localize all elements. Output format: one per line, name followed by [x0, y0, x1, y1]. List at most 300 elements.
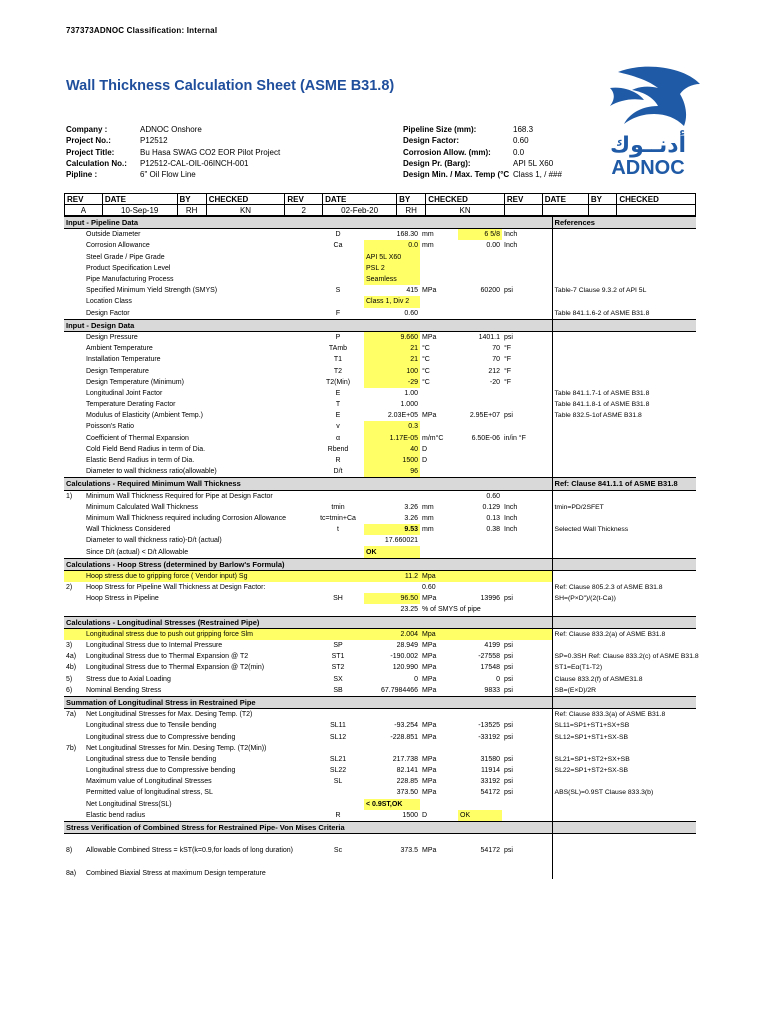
row-number: 4b): [66, 664, 77, 672]
table-row: [64, 810, 696, 822]
row-value-imperial: 70: [492, 345, 500, 353]
row-value-imperial: [458, 546, 502, 558]
row-reference: ST1=Eα(T1-T2): [552, 662, 696, 673]
row-unit: mm: [422, 231, 434, 239]
row-description: Poisson's Ratio: [86, 423, 135, 431]
row-value: 1.000: [400, 401, 418, 409]
table-row: [64, 640, 696, 651]
table-row: [64, 535, 696, 546]
row-description: Elastic bend radius: [86, 811, 146, 819]
table-row: [64, 582, 696, 593]
table-row: [64, 377, 696, 388]
row-reference: [552, 240, 696, 251]
row-number: [64, 331, 84, 343]
row-value-imperial: 9833: [484, 686, 500, 694]
row-unit: [420, 296, 458, 307]
revision-cell: [542, 205, 588, 216]
header-field: [403, 169, 562, 180]
row-value-imperial: -27558: [478, 653, 500, 661]
row-value-imperial: 60200: [480, 287, 500, 295]
row-description: Stress due to Axial Loading: [86, 675, 171, 683]
table-row: [64, 331, 696, 343]
table-row: [64, 388, 696, 399]
section-reference: [552, 821, 696, 833]
row-reference: [552, 857, 696, 868]
table-row: [64, 834, 696, 846]
row-unit-imperial: psi: [504, 722, 513, 730]
row-symbol: [312, 252, 364, 263]
section-header-row: [64, 319, 696, 331]
row-symbol: [312, 570, 364, 582]
row-symbol: SL11: [330, 722, 346, 730]
revision-cell: KN: [206, 205, 285, 216]
row-description: Design Factor: [86, 309, 130, 317]
row-value-imperial: [458, 799, 502, 810]
row-description: Net Longitudinal Stresses for Max. Desing Temp. (T2): [86, 711, 253, 719]
row-unit-imperial: psi: [504, 778, 513, 786]
row-reference: SL22=SP1+ST2+SX-SB: [552, 765, 696, 776]
section-header-row: [64, 478, 696, 490]
row-value-imperial: 0: [496, 675, 500, 683]
row-unit: mm: [422, 514, 434, 522]
row-unit-imperial: Inch: [504, 503, 518, 511]
table-row: [64, 524, 696, 535]
header-field: [403, 158, 562, 169]
table-row: [64, 720, 696, 731]
section-title: Stress Verification of Combined Stress for Restrained Pipe- Von Mises Criteria: [64, 821, 552, 833]
row-unit: [420, 388, 458, 399]
header-field-label: Project No.:: [66, 136, 111, 146]
section-header-row: [64, 696, 696, 708]
row-reference: [552, 421, 696, 432]
row-unit: MPa: [422, 642, 437, 650]
row-value: 415: [406, 287, 418, 295]
table-row: [64, 399, 696, 410]
row-number: [64, 754, 84, 765]
row-reference: [552, 776, 696, 787]
row-reference: SL11=SP1+ST1+SX+SB: [552, 720, 696, 731]
row-value: -190.002: [390, 653, 418, 661]
section-title: Calculations - Hoop Stress (determined by Barlow's Formula): [64, 558, 552, 570]
row-number: [64, 765, 84, 776]
row-reference: [552, 810, 696, 822]
table-row: [64, 343, 696, 354]
row-description: Steel Grade / Pipe Grade: [86, 253, 165, 261]
row-reference: [552, 263, 696, 274]
revision-header: DATE: [542, 194, 588, 205]
row-value: 120.990: [392, 664, 418, 672]
row-value: -228.851: [390, 733, 418, 741]
revision-cell: [617, 205, 696, 216]
header-field: [66, 169, 280, 180]
row-symbol: [312, 604, 364, 616]
row-value: 228.85: [396, 778, 418, 786]
row-value: [364, 743, 420, 754]
table-row: [64, 513, 696, 524]
row-value-imperial: 33192: [480, 778, 500, 786]
row-unit: MPa: [422, 412, 437, 420]
row-unit: [420, 834, 458, 846]
table-row: [64, 296, 696, 307]
section-header-row: [64, 217, 696, 229]
revision-table: [64, 193, 696, 216]
row-description: Longitudinal stress due to Compressive bending: [86, 733, 236, 741]
row-unit: [420, 546, 458, 558]
row-description: Modulus of Elasticity (Ambient Temp.): [86, 412, 203, 420]
row-unit-imperial: [502, 444, 552, 455]
row-number: [64, 546, 84, 558]
row-value: 28.949: [396, 642, 418, 650]
section-title: Input - Design Data: [64, 319, 552, 331]
row-unit: MPa: [422, 789, 437, 797]
row-unit-imperial: [502, 799, 552, 810]
row-unit-imperial: psi: [504, 653, 513, 661]
row-value-imperial: 0.38: [486, 526, 500, 534]
row-symbol: ST2: [331, 664, 345, 672]
row-value-imperial: 13996: [480, 595, 500, 603]
row-unit-imperial: psi: [504, 755, 513, 763]
row-number: 6): [66, 686, 73, 694]
header-field-value: P12512: [140, 136, 168, 146]
row-unit: [420, 399, 458, 410]
row-value: 0.60: [404, 309, 418, 317]
table-row: [64, 444, 696, 455]
revision-header: CHECKED: [617, 194, 696, 205]
row-unit: [420, 252, 458, 263]
row-description: [84, 834, 312, 846]
row-unit-imperial: [502, 388, 552, 399]
row-unit: MPa: [422, 722, 437, 730]
row-value: 67.7984466: [381, 686, 418, 694]
row-reference: [552, 743, 696, 754]
row-number: [64, 343, 84, 354]
row-value: -93.254: [394, 722, 418, 730]
row-value-imperial: [458, 421, 502, 432]
row-value: < 0.9ST,OK: [364, 799, 420, 810]
row-value: [364, 709, 420, 721]
row-reference: [552, 444, 696, 455]
row-description: Product Specification Level: [86, 264, 171, 272]
row-description: Diameter to wall thickness ratio(allowable): [86, 468, 217, 476]
revision-header: CHECKED: [206, 194, 285, 205]
row-value: Seamless: [364, 274, 420, 285]
row-reference: Table 841.1.8-1 of ASME B31.8: [552, 399, 696, 410]
table-row: [64, 868, 696, 879]
table-row: [64, 743, 696, 754]
row-symbol: S: [335, 287, 341, 295]
row-value: [364, 834, 420, 846]
row-number: [64, 263, 84, 274]
row-unit: 0.60: [422, 584, 436, 592]
revision-header: BY: [397, 194, 426, 205]
row-unit-imperial: Inch: [504, 231, 518, 239]
revision-header: REV: [285, 194, 323, 205]
row-unit-imperial: [502, 535, 552, 546]
table-row: [64, 274, 696, 285]
header-field: [403, 135, 562, 146]
revision-cell: 2: [285, 205, 323, 216]
row-number: 7a): [66, 711, 77, 719]
row-description: Design Temperature (Minimum): [86, 378, 184, 386]
row-unit-imperial: °F: [504, 356, 512, 364]
row-description: Outside Diameter: [86, 231, 141, 239]
row-unit: [420, 490, 458, 502]
row-number: 3): [66, 642, 73, 650]
row-unit: [420, 466, 458, 478]
row-value-imperial: [458, 628, 502, 640]
revision-header: DATE: [102, 194, 177, 205]
row-description: Hoop Stress in Pipeline: [86, 595, 159, 603]
row-reference: [552, 604, 696, 616]
row-number: [64, 274, 84, 285]
header-field-value: 6" Oil Flow Line: [140, 170, 196, 180]
row-symbol: [312, 582, 364, 593]
row-symbol: T: [335, 401, 341, 409]
row-symbol: T1: [333, 356, 343, 364]
row-value: 1.00: [404, 389, 418, 397]
row-reference: [552, 252, 696, 263]
header-field-label: Corrosion Allow. (mm):: [403, 147, 491, 157]
row-unit: MPa: [422, 847, 437, 855]
row-unit: MPa: [422, 686, 437, 694]
row-value: [364, 868, 420, 879]
row-description: Temperature Derating Factor: [86, 401, 176, 409]
row-unit: MPa: [422, 287, 437, 295]
table-row: [64, 857, 696, 868]
table-row: [64, 674, 696, 685]
row-value: 1.17E-05: [364, 433, 420, 444]
row-unit: [420, 263, 458, 274]
section-reference: Ref: Clause 841.1.1 of ASME B31.8: [552, 478, 696, 490]
revision-cell: 02-Feb-20: [323, 205, 397, 216]
row-value-imperial: 212: [488, 367, 500, 375]
row-number: [64, 593, 84, 604]
row-description: Since D/t (actual) < D/t Allowable: [86, 548, 189, 556]
row-number: 7b): [66, 744, 77, 752]
row-unit-imperial: [502, 274, 552, 285]
row-unit: °C: [422, 378, 430, 386]
header-field-label: Design Factor:: [403, 136, 460, 146]
table-row: [64, 787, 696, 798]
table-row: [64, 546, 696, 558]
row-description: Cold Field Bend Radius in term of Dia.: [86, 445, 206, 453]
row-unit-imperial: Inch: [504, 526, 518, 534]
table-row: [64, 490, 696, 502]
row-description: Longitudinal Stress due to Thermal Expansion @ T2(min): [86, 664, 265, 672]
row-number: [64, 421, 84, 432]
row-reference: Table 841.1.6-2 of ASME B31.8: [552, 308, 696, 320]
row-value-imperial: 4199: [484, 642, 500, 650]
header-left: [66, 124, 280, 180]
row-unit-imperial: [502, 252, 552, 263]
row-value: 96: [364, 466, 420, 478]
section-title: Summation of Longitudinal Stress in Restrained Pipe: [64, 696, 552, 708]
row-reference: SL12=SP1+ST1+SX-SB: [552, 731, 696, 742]
row-unit: [420, 274, 458, 285]
row-description: [84, 604, 312, 616]
row-value-imperial: 2.95E+07: [469, 412, 500, 420]
row-symbol: [312, 274, 364, 285]
row-value-imperial: 31580: [480, 755, 500, 763]
row-number: [64, 535, 84, 546]
row-unit: m/m°C: [422, 434, 444, 442]
header-field-label: Design Pr. (Barg):: [403, 158, 471, 168]
row-value: 9.53: [364, 524, 420, 535]
row-reference: [552, 229, 696, 241]
table-row: [64, 709, 696, 721]
table-row: [64, 765, 696, 776]
revision-cell: RH: [177, 205, 206, 216]
header-field-value: Bu Hasa SWAG CO2 EOR Pilot Project: [140, 147, 281, 157]
row-number: [64, 285, 84, 296]
row-value-imperial: [458, 252, 502, 263]
row-value-imperial: OK: [458, 810, 502, 822]
header-field-label: Project Title:: [66, 147, 115, 157]
row-description: Hoop Stress for Pipeline Wall Thickness at Design Factor:: [86, 584, 266, 592]
row-reference: tmin=PD/2SFET: [552, 502, 696, 513]
table-row: [64, 570, 696, 582]
row-value-imperial: [458, 535, 502, 546]
row-unit: °C: [422, 345, 430, 353]
row-symbol: T2: [333, 367, 343, 375]
row-unit-imperial: [502, 628, 552, 640]
row-reference: [552, 513, 696, 524]
row-symbol: Sc: [333, 847, 343, 855]
row-unit: MPa: [422, 664, 437, 672]
row-unit-imperial: [502, 455, 552, 466]
revision-cell: A: [65, 205, 103, 216]
revision-header: DATE: [323, 194, 397, 205]
row-reference: [552, 365, 696, 376]
row-symbol: T2(Min): [325, 378, 351, 386]
header-right: [403, 124, 562, 180]
header-field: [66, 158, 280, 169]
row-symbol: tc=tmin+Ca: [320, 514, 356, 522]
row-value: API 5L X60: [364, 252, 420, 263]
row-value: 0: [414, 675, 418, 683]
header-field: [66, 147, 280, 158]
row-reference: SH=(P×D")/(2(t-Ca)): [552, 593, 696, 604]
row-unit: mm: [422, 242, 434, 250]
row-number: [64, 252, 84, 263]
row-unit-imperial: psi: [504, 847, 513, 855]
row-unit-imperial: [502, 604, 552, 616]
row-unit: MPa: [422, 755, 437, 763]
row-unit-imperial: psi: [504, 287, 513, 295]
row-value-imperial: 11914: [481, 767, 500, 775]
row-unit-imperial: [502, 857, 552, 868]
row-unit: mm: [422, 503, 434, 511]
revision-header: BY: [588, 194, 616, 205]
header-field: [66, 124, 280, 135]
row-unit-imperial: psi: [504, 412, 513, 420]
row-unit: MPa: [422, 595, 437, 603]
row-unit-imperial: [502, 582, 552, 593]
row-unit-imperial: [502, 546, 552, 558]
row-description: Corrosion Allowance: [86, 242, 150, 250]
table-row: [64, 263, 696, 274]
row-description: Net Longitudinal Stress(SL): [86, 800, 172, 808]
row-symbol: SL22: [329, 767, 347, 775]
row-description: Hoop stress due to gripping force ( Vendor input) Sg: [84, 570, 312, 582]
row-value-imperial: [458, 857, 502, 868]
row-value: -29: [364, 377, 420, 388]
row-number: [64, 354, 84, 365]
row-unit-imperial: [502, 308, 552, 320]
row-number: [64, 444, 84, 455]
row-value-imperial: [458, 388, 502, 399]
row-reference: Clause 833.2(f) of ASME31.8: [552, 674, 696, 685]
section-reference: [552, 319, 696, 331]
row-symbol: SL: [333, 778, 343, 786]
row-number: 2): [66, 584, 73, 592]
row-description: Nominal Bending Stress: [86, 686, 162, 694]
row-unit-imperial: Inch: [504, 514, 518, 522]
row-symbol: [312, 628, 364, 640]
row-description: Longitudinal Stress due to Thermal Expansion @ T2: [86, 653, 249, 661]
row-reference: SB=(E×D)/2R: [552, 685, 696, 697]
row-symbol: R: [335, 811, 341, 819]
row-unit-imperial: [502, 743, 552, 754]
row-number: [64, 377, 84, 388]
row-unit: MPa: [422, 675, 437, 683]
row-description: Maximum value of Longitudinal Stresses: [86, 778, 212, 786]
row-number: [64, 410, 84, 421]
row-value-imperial: 54172: [480, 789, 500, 797]
row-unit: [420, 857, 458, 868]
row-unit: Mpa: [420, 570, 458, 582]
table-row: [64, 252, 696, 263]
row-value-imperial: -13525: [478, 722, 500, 730]
row-number: [64, 433, 84, 444]
table-row: [64, 685, 696, 697]
row-symbol: E: [335, 412, 341, 420]
row-value-imperial: 1401.1: [478, 333, 500, 341]
row-number: [64, 799, 84, 810]
row-value: 96.50: [364, 593, 420, 604]
section-reference: [552, 616, 696, 628]
row-reference: Table 841.1.7-1 of ASME B31.8: [552, 388, 696, 399]
row-reference: [552, 640, 696, 651]
row-description: Installation Temperature: [86, 356, 161, 364]
row-value: 0.3: [364, 421, 420, 432]
row-description: Diameter to wall thickness ratio)-D/t (actual): [86, 537, 222, 545]
row-value-imperial: [458, 263, 502, 274]
row-value-imperial: [458, 455, 502, 466]
row-value-imperial: [458, 570, 502, 582]
row-number: [64, 513, 84, 524]
table-row: [64, 285, 696, 296]
row-unit: D: [422, 811, 428, 819]
row-number: 8a): [66, 869, 77, 877]
header-field-value: 0.0: [513, 147, 525, 157]
calculation-sheet: [64, 193, 699, 879]
row-value: PSL 2: [364, 263, 420, 274]
row-description: Longitudinal stress due to Compressive bending: [86, 767, 236, 775]
section-title: Input - Pipeline Data: [64, 217, 552, 229]
table-row: [64, 799, 696, 810]
row-number: [64, 776, 84, 787]
row-symbol: [312, 857, 364, 868]
row-symbol: [312, 709, 364, 721]
row-number: [64, 466, 84, 478]
row-value: 217.738: [392, 755, 418, 763]
header-field-label: Calculation No.:: [66, 158, 127, 168]
row-value-imperial: 0.13: [486, 514, 500, 522]
revision-header: CHECKED: [426, 194, 505, 205]
row-description: Longitudinal Stress due to Internal Pressure: [86, 642, 223, 650]
row-value-imperial: [458, 308, 502, 320]
